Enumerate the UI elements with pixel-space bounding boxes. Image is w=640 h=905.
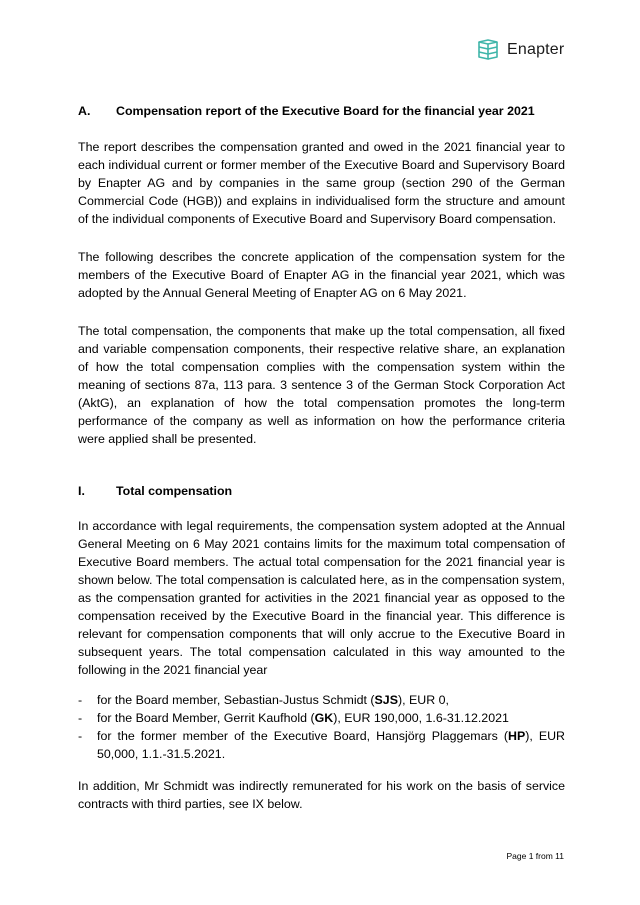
section-a-heading bbox=[78, 102, 565, 120]
list-item bbox=[78, 727, 565, 763]
section-i-heading bbox=[78, 482, 565, 500]
enapter-logo-icon bbox=[477, 39, 499, 60]
paragraph-schmidt-remuneration: In addition, Mr Schmidt was indirectly remunerated for his work on the basis of service contracts with third parties, see IX below. bbox=[78, 779, 565, 811]
member-abbreviation: HP bbox=[508, 729, 526, 743]
page-number: Page 1 from 11 bbox=[506, 851, 564, 861]
document-body bbox=[78, 102, 565, 813]
compensation-list bbox=[78, 691, 565, 763]
paragraph-compensation-system: The following describes the concrete application of the compensation system for the members of the Executive Board of Enapter AG in the financial year 2021, which was adopted by the Annual General Meeting of Enapter AG on 6 May 2021. bbox=[78, 250, 565, 300]
list-item bbox=[78, 691, 565, 709]
list-item-text: for the former member of the Executive Board, Hansjörg Plaggemars ( bbox=[97, 729, 508, 743]
list-item-amount: ), EUR 50,000, 1.1.-31.5.2021. bbox=[97, 729, 565, 761]
logo-text: Enapter bbox=[507, 40, 565, 58]
list-item-amount: ), EUR 0, bbox=[397, 693, 449, 707]
paragraph-legal-requirements: In accordance with legal requirements, the compensation system adopted at the Annual General Meeting on 6 May 2021 contains limits for the maximum total compensation of Executive Board members. The actual total compensation for the 2021 financial year is shown below. The total compensation is calculated here, as in the compensation system, as the compensation granted for activities in the 2021 financial year as opposed to the compensation received by the Executive Board in the financial year. This difference is relevant for compensation components that will only accrue to the Executive Board in subsequent years. The total compensation calculated in this way amounted to the following in the 2021 financial year bbox=[78, 519, 565, 677]
list-item bbox=[78, 709, 565, 727]
paragraph-report-description: The report describes the compensation granted and owed in the 2021 financial year to each individual current or former member of the Executive Board and Supervisory Board by Enapter AG and by companies in the same group (section 290 of the German Commercial Code (HGB)) and explains in individualised form the structure and amount of the individual components of Executive Board and Supervisory Board compensation. bbox=[78, 140, 565, 226]
company-logo bbox=[477, 39, 564, 60]
list-dash: - bbox=[78, 693, 83, 707]
list-item-text: for the Board Member, Gerrit Kaufhold ( bbox=[97, 711, 315, 725]
list-item-amount: ), EUR 190,000, 1.6-31.12.2021 bbox=[333, 711, 509, 725]
section-a-number: A. bbox=[78, 104, 91, 118]
list-item-text: for the Board member, Sebastian-Justus Schmidt ( bbox=[97, 693, 375, 707]
section-a-title: Compensation report of the Executive Board for the financial year 2021 bbox=[116, 104, 535, 118]
member-abbreviation: SJS bbox=[374, 693, 398, 707]
member-abbreviation: GK bbox=[314, 711, 334, 725]
section-i-title: Total compensation bbox=[116, 484, 233, 498]
list-dash: - bbox=[78, 729, 83, 743]
section-i-number: I. bbox=[78, 484, 85, 498]
paragraph-total-compensation-components: The total compensation, the components that make up the total compensation, all fixed and variable compensation components, their respective relative share, an explanation of how the total compensation complies with the compensation system within the meaning of sections 87a, 113 para. 3 sentence 3 of the German Stock Corporation Act (AktG), an explanation of how the total compensation promotes the long-term performance of the company as well as information on how the performance criteria were applied shall be presented. bbox=[78, 324, 565, 446]
list-dash: - bbox=[78, 711, 83, 725]
